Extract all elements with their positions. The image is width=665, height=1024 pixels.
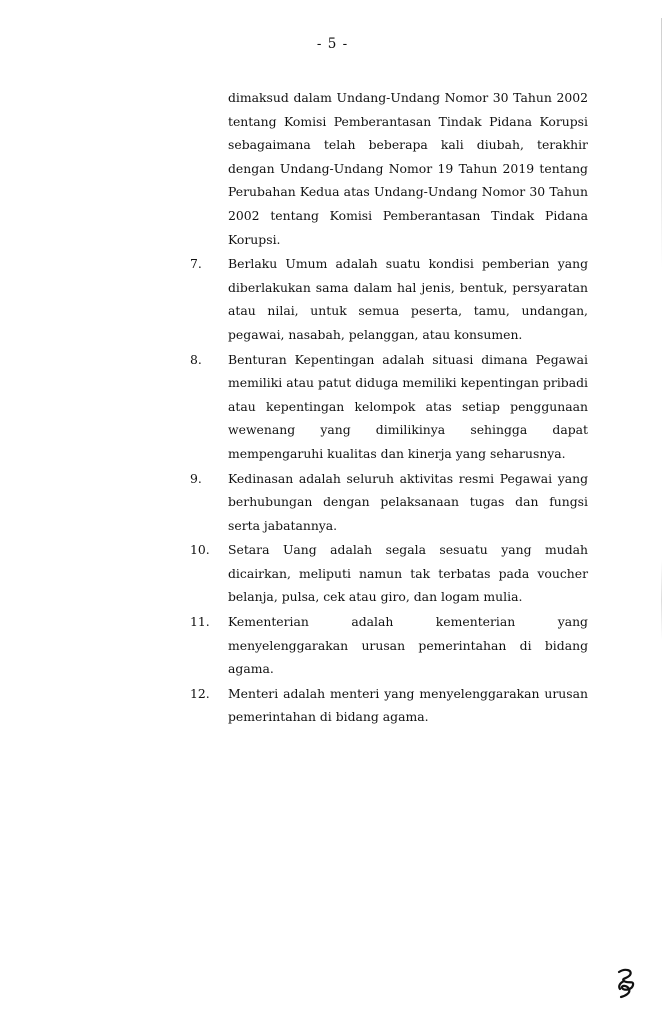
list-item-text: Kementerian adalah kementerian yang menyelenggarakan urusan pemerintahan di bidang agama.: [228, 614, 588, 677]
list-item-number: 7.: [190, 256, 202, 272]
initial-signature-mark: [612, 966, 642, 1000]
list-item-number: 12.: [190, 685, 210, 701]
continuation-paragraph: dimaksud dalam Undang-Undang Nomor 30 Tahun 2002 tentang Komisi Pemberantasan Tindak Pidana Korupsi sebagaimana telah beberapa kali diubah, terakhir dengan Undang-Undang Nomor 19 Tahun 2019 tentang Perubahan Kedua atas Undang-Undang Nomor 30 Tahun 2002 tentang Komisi Pemberantasan Tindak Pidana Korupsi.: [228, 90, 588, 247]
scan-edge-shadow-lower: [661, 560, 662, 640]
scan-edge-shadow: [661, 18, 662, 268]
page-number: - 5 -: [316, 36, 349, 52]
list-item-text: Setara Uang adalah segala sesuatu yang mudah dicairkan, meliputi namun tak terbatas pada voucher belanja, pulsa, cek atau giro, dan logam mulia.: [228, 542, 588, 605]
list-item-7: [190, 252, 588, 346]
list-item-number: 8.: [190, 351, 202, 367]
list-item-number: 10.: [190, 542, 210, 558]
list-item-text: Kedinasan adalah seluruh aktivitas resmi Pegawai yang berhubungan dengan pelaksanaan tugas dan fungsi serta jabatannya.: [228, 470, 588, 533]
list-item-number: 11.: [190, 614, 210, 630]
list-item-text: Benturan Kepentingan adalah situasi dimana Pegawai memiliki atau patut diduga memiliki kepentingan pribadi atau kepentingan kelompok atas setiap penggunaan wewenang yang dimilikinya sehingga dapat mempengaruhi kualitas dan kinerja yang seharusnya.: [228, 351, 588, 461]
document-body: [190, 86, 588, 729]
list-item-10: [190, 538, 588, 609]
list-item-text: Menteri adalah menteri yang menyelenggarakan urusan pemerintahan di bidang agama.: [228, 685, 588, 725]
list-item-8: [190, 348, 588, 466]
list-item-number: 9.: [190, 470, 202, 486]
list-item-text: Berlaku Umum adalah suatu kondisi pemberian yang diberlakukan sama dalam hal jenis, bentuk, persyaratan atau nilai, untuk semua peserta, tamu, undangan, pegawai, nasabah, pelanggan, atau konsumen.: [228, 256, 588, 342]
list-item-11: [190, 610, 588, 681]
list-item-12: [190, 682, 588, 729]
list-item-9: [190, 467, 588, 538]
